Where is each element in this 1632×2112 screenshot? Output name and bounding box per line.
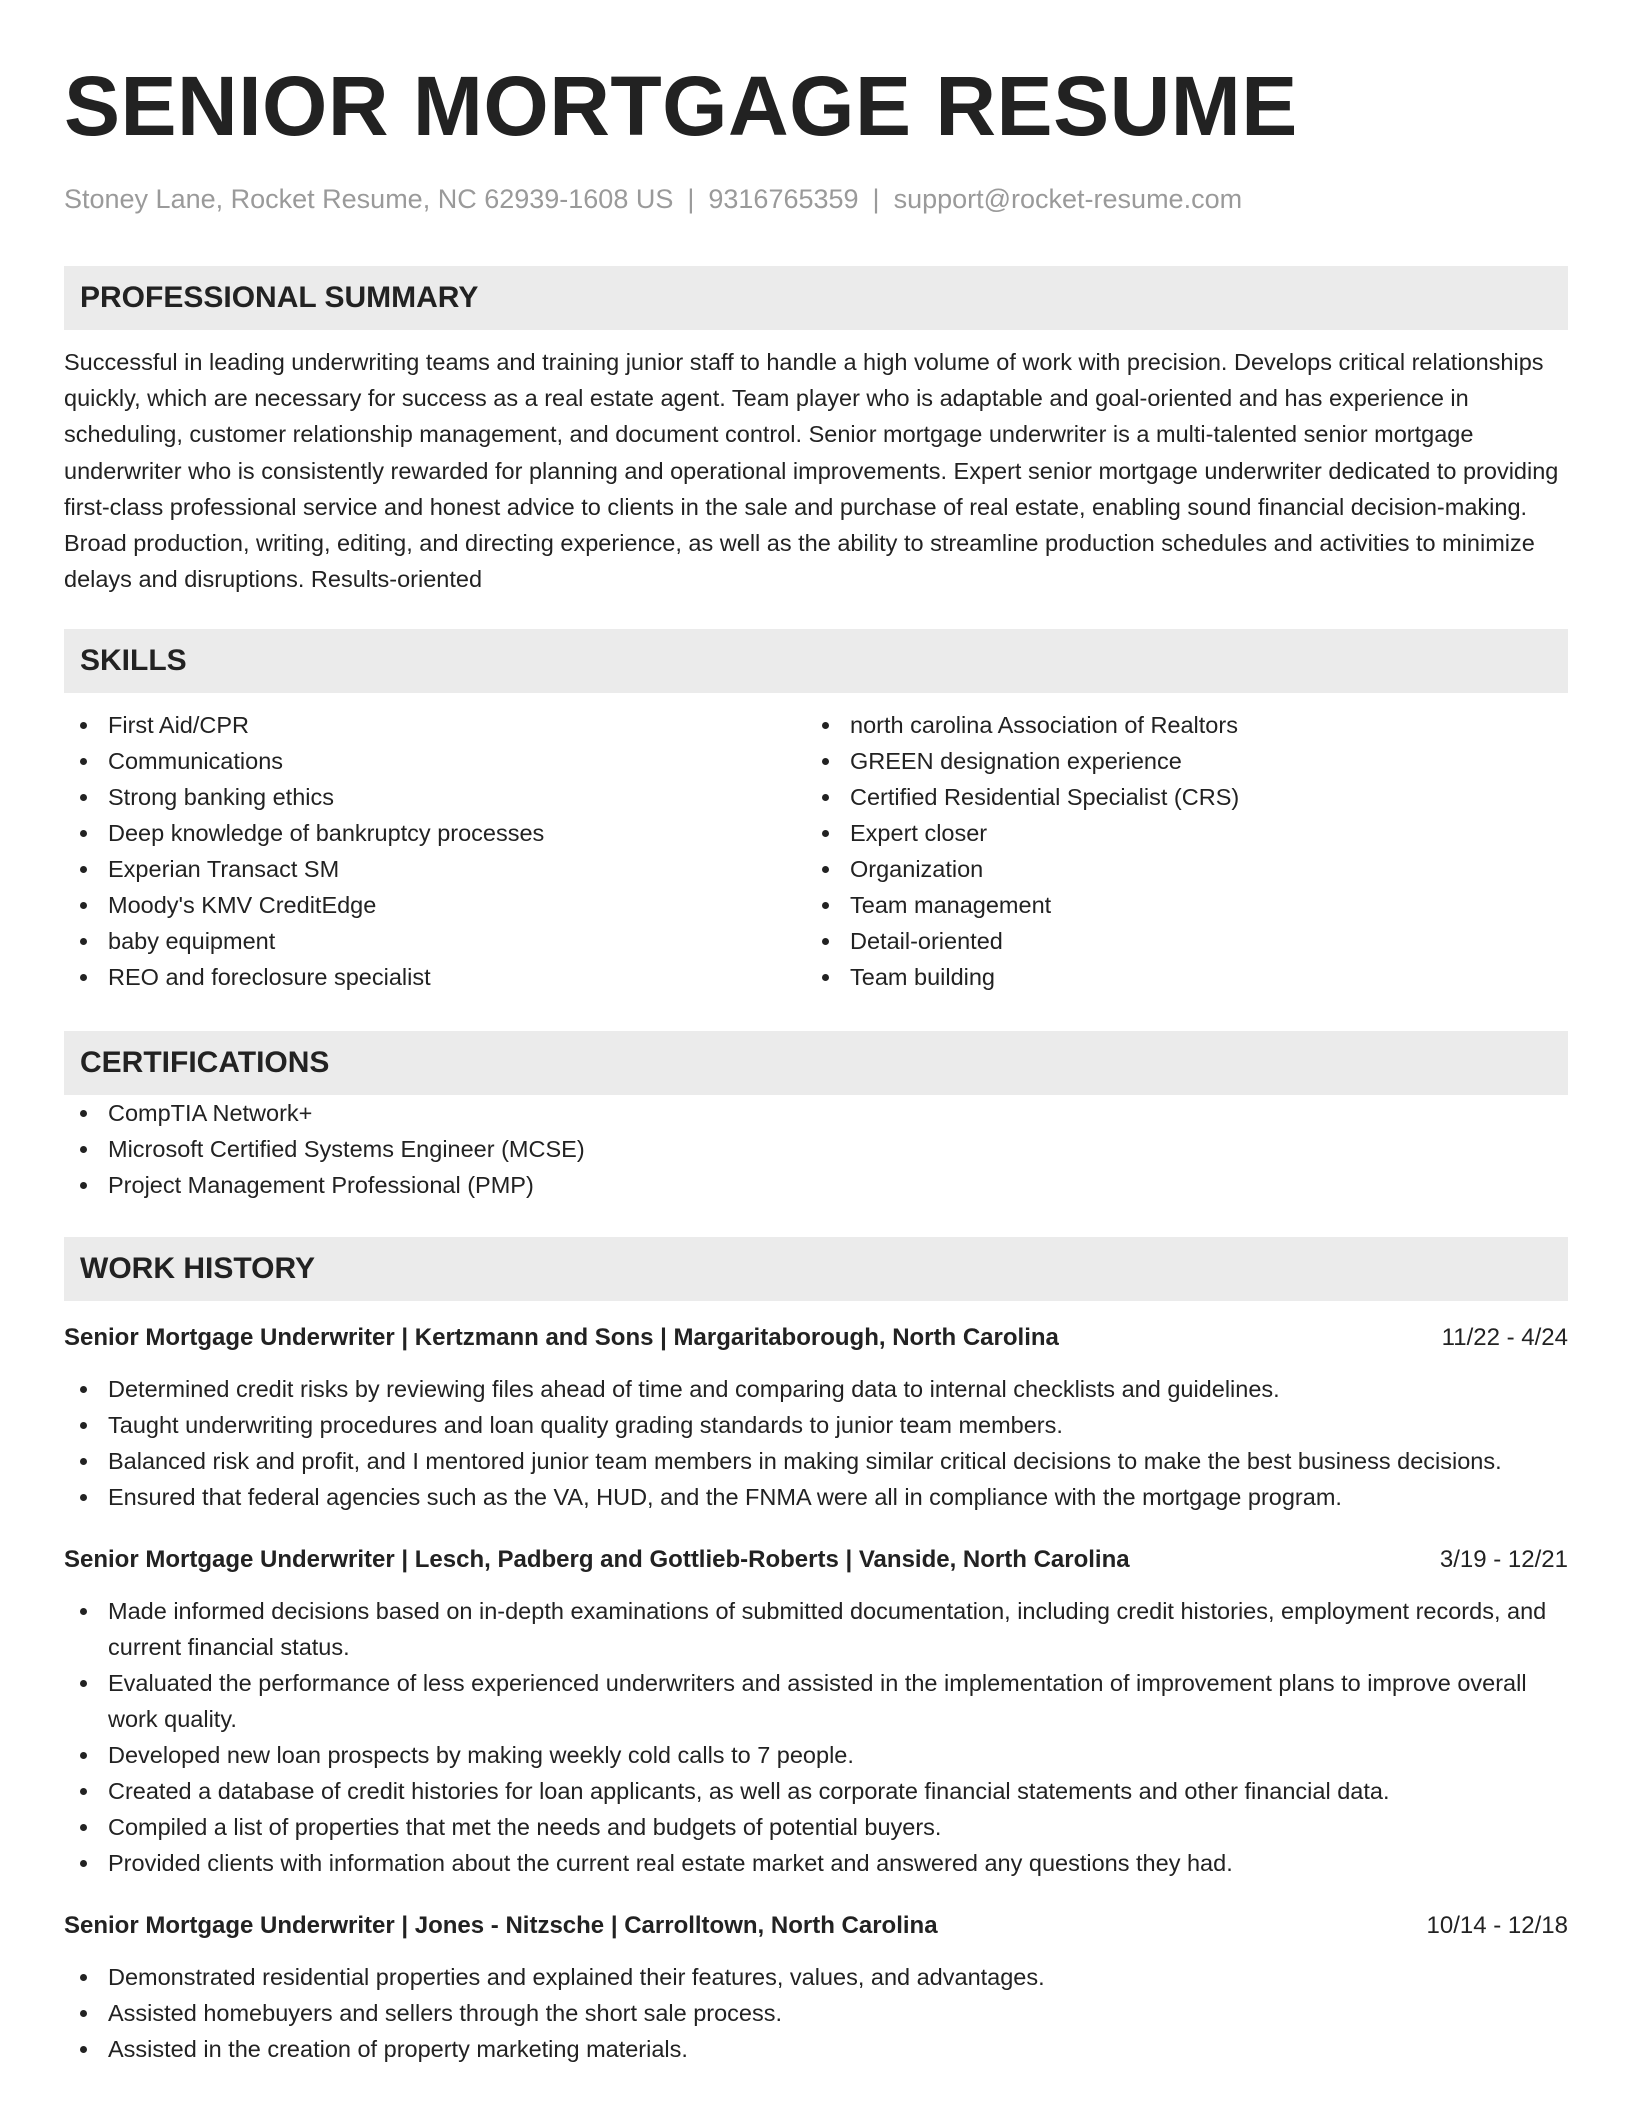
skill-item: Moody's KMV CreditEdge — [64, 887, 806, 923]
job-duty: Compiled a list of properties that met the needs and budgets of potential buyers. — [64, 1809, 1568, 1845]
job-duties — [64, 1959, 1568, 2067]
job-heading-row — [64, 1543, 1568, 1577]
job-heading: Senior Mortgage Underwriter | Jones - Nitzsche | Carrolltown, North Carolina — [64, 1912, 938, 1940]
job-duty: Evaluated the performance of less experienced underwriters and assisted in the implementation of improvement plans to improve overall work quality. — [64, 1665, 1568, 1737]
skill-item: Team management — [806, 887, 1548, 923]
skill-item: baby equipment — [64, 923, 806, 959]
skill-item: north carolina Association of Realtors — [806, 707, 1548, 743]
contact-email[interactable]: support@rocket-resume.com — [893, 184, 1243, 214]
certification-list — [64, 1095, 1568, 1203]
skill-item: Team building — [806, 959, 1548, 995]
certification-item: CompTIA Network+ — [64, 1095, 1568, 1131]
job-duty: Developed new loan prospects by making weekly cold calls to 7 people. — [64, 1737, 1568, 1773]
job-entry — [64, 1321, 1568, 1515]
job-duties — [64, 1371, 1568, 1515]
certification-item: Microsoft Certified Systems Engineer (MCSE) — [64, 1131, 1568, 1167]
contact-separator: | — [872, 184, 880, 214]
contact-address: Stoney Lane, Rocket Resume, NC 62939-1608 US — [64, 184, 674, 214]
job-duty: Made informed decisions based on in-depth examinations of submitted documentation, including credit histories, employment records, and current financial status. — [64, 1593, 1568, 1665]
skill-item: Experian Transact SM — [64, 851, 806, 887]
skill-item: Deep knowledge of bankruptcy processes — [64, 815, 806, 851]
section-header-certifications: CERTIFICATIONS — [64, 1031, 1568, 1095]
job-duty: Determined credit risks by reviewing files ahead of time and comparing data to internal checklists and guidelines. — [64, 1371, 1568, 1407]
skills-column-left — [64, 707, 806, 995]
skills-list — [64, 707, 1568, 995]
job-heading: Senior Mortgage Underwriter | Lesch, Padberg and Gottlieb-Roberts | Vanside, North Carolina — [64, 1546, 1130, 1574]
contact-phone: 9316765359 — [708, 184, 859, 214]
job-duties — [64, 1593, 1568, 1881]
summary-text: Successful in leading underwriting teams and training junior staff to handle a high volume of work with precision. Develops critical relationships quickly, which are necessary for success as a real estate agent. Team player who is adaptable and goal-oriented and has experience in scheduling, customer relationship management, and document control. Senior mortgage underwriter is a multi-talented senior mortgage underwriter who is consistently rewarded for planning and operational improvements. Expert senior mortgage underwriter dedicated to providing first-class professional service and honest advice to clients in the sale and purchase of real estate, enabling sound financial decision-making. Broad production, writing, editing, and directing experience, as well as the ability to streamline production schedules and activities to minimize delays and disruptions. Results-oriented — [64, 349, 1559, 593]
skill-item: Certified Residential Specialist (CRS) — [806, 779, 1548, 815]
section-header-summary: PROFESSIONAL SUMMARY — [64, 266, 1568, 330]
skill-item: Strong banking ethics — [64, 779, 806, 815]
skill-item: Expert closer — [806, 815, 1548, 851]
job-dates: 11/22 - 4/24 — [1441, 1324, 1568, 1352]
job-duty: Provided clients with information about the current real estate market and answered any questions they had. — [64, 1845, 1568, 1881]
section-header-work-history: WORK HISTORY — [64, 1237, 1568, 1301]
skill-item: Detail-oriented — [806, 923, 1548, 959]
job-dates: 10/14 - 12/18 — [1426, 1912, 1568, 1940]
skill-item: First Aid/CPR — [64, 707, 806, 743]
job-entry — [64, 1543, 1568, 1881]
contact-line — [64, 182, 1568, 216]
section-header-skills: SKILLS — [64, 629, 1568, 693]
job-duty: Taught underwriting procedures and loan quality grading standards to junior team members. — [64, 1407, 1568, 1443]
job-duty: Balanced risk and profit, and I mentored junior team members in making similar critical decisions to make the best business decisions. — [64, 1443, 1568, 1479]
job-heading-row — [64, 1321, 1568, 1355]
job-duty: Demonstrated residential properties and explained their features, values, and advantages. — [64, 1959, 1568, 1995]
skill-item: Organization — [806, 851, 1548, 887]
job-duty: Ensured that federal agencies such as the VA, HUD, and the FNMA were all in compliance with the mortgage program. — [64, 1479, 1568, 1515]
job-duty: Assisted homebuyers and sellers through the short sale process. — [64, 1995, 1568, 2031]
skills-column-right — [806, 707, 1548, 995]
job-duty: Created a database of credit histories for loan applicants, as well as corporate financial statements and other financial data. — [64, 1773, 1568, 1809]
resume-title: SENIOR MORTGAGE RESUME — [64, 59, 1298, 153]
skill-item: REO and foreclosure specialist — [64, 959, 806, 995]
contact-separator: | — [687, 184, 695, 214]
job-dates: 3/19 - 12/21 — [1439, 1546, 1568, 1574]
job-entry — [64, 1909, 1568, 2067]
job-heading-row — [64, 1909, 1568, 1943]
job-heading: Senior Mortgage Underwriter | Kertzmann and Sons | Margaritaborough, North Carolina — [64, 1324, 1059, 1352]
job-duty: Assisted in the creation of property marketing materials. — [64, 2031, 1568, 2067]
skill-item: GREEN designation experience — [806, 743, 1548, 779]
skill-item: Communications — [64, 743, 806, 779]
certification-item: Project Management Professional (PMP) — [64, 1167, 1568, 1203]
